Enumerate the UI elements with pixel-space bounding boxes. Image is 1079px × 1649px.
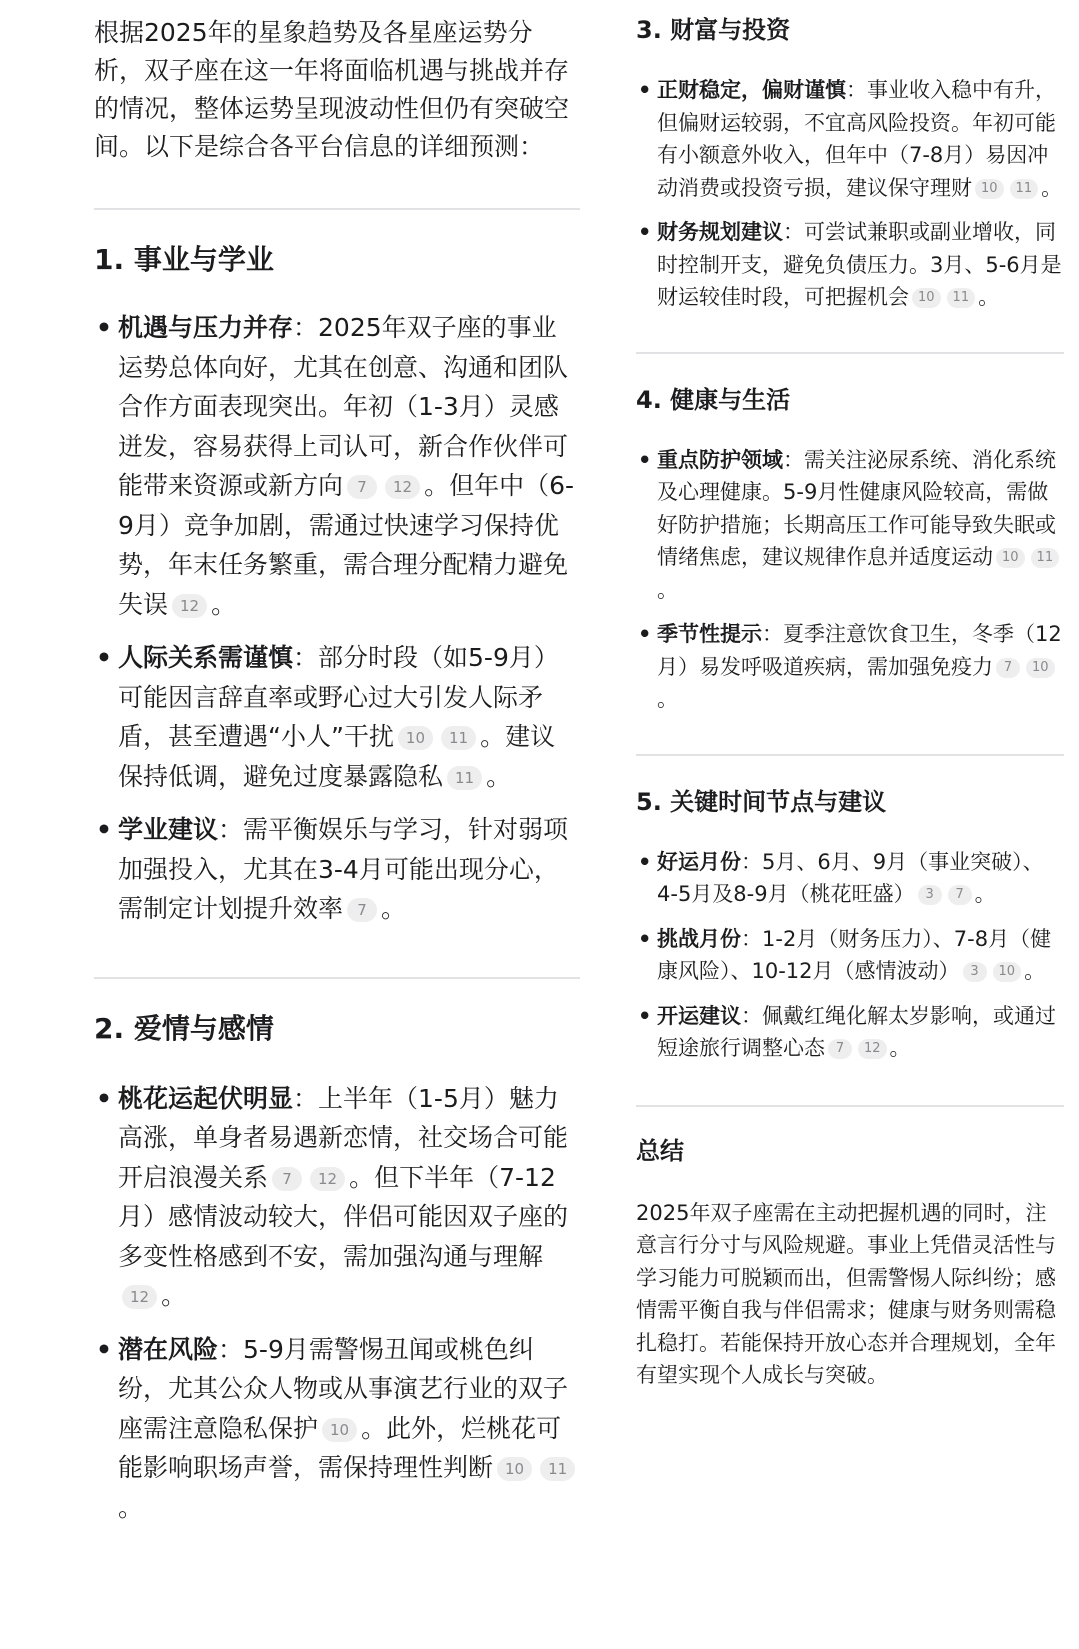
- item-text: 。: [486, 761, 512, 791]
- item-text: 。此外，烂桃花可能影响职场声誉，需保持理性判断: [118, 1413, 562, 1482]
- item-keyword: 财务规划建议: [657, 220, 783, 244]
- citation-badge[interactable]: 7: [347, 475, 377, 499]
- item-text: ：2025年双子座的事业运势总体向好，尤其在创意、沟通和团队合作方面表现突出。年初（1-3月）灵感迸发，容易获得上司认可，新合作伙伴可能带来资源或新方向: [118, 313, 569, 500]
- item-keyword: 桃花运起伏明显: [118, 1083, 294, 1113]
- citation-badge[interactable]: 11: [441, 726, 476, 750]
- item-text: ：佩戴红绳化解太岁影响，或通过短途旅行调整心态: [657, 1003, 1056, 1060]
- citation-badge[interactable]: 11: [1010, 179, 1039, 199]
- wealth-list: [636, 74, 1064, 314]
- item-text: 。: [381, 894, 407, 923]
- summary-paragraph: 2025年双子座需在主动把握机遇的同时，注意言行分寸与风险规避。事业上凭借灵活性与学习能力可脱颖而出，但需警惕人际纠纷；感情需平衡自我与伴侣需求；健康与财务则需稳扎稳打。若能保持开放心态并合理规划，全年有望实现个人成长与突破。: [636, 1200, 1056, 1387]
- item-text: ：上半年（1-5月）魅力高涨，单身者易遇新恋情，社交场合可能开启浪漫关系: [118, 1083, 569, 1192]
- section-title-summary: 总结: [636, 1136, 684, 1165]
- citation-badge[interactable]: 10: [975, 179, 1004, 199]
- citation-badge[interactable]: 10: [993, 962, 1022, 982]
- list-item: [636, 444, 1064, 607]
- citation-badge[interactable]: 12: [172, 594, 207, 618]
- item-text: 。但年中（6-9月）竞争加剧，需通过快速学习保持优势，年末任务繁重，需合理分配精力避免失误: [118, 471, 575, 619]
- citation-badge[interactable]: 7: [828, 1039, 852, 1059]
- item-keyword: 挑战月份: [657, 926, 741, 951]
- divider: [636, 754, 1064, 756]
- list-item: [94, 638, 580, 796]
- left-column: [94, 0, 580, 1541]
- list-item: [636, 923, 1064, 988]
- citation-badge[interactable]: 3: [918, 885, 942, 905]
- divider: [636, 352, 1064, 354]
- citation-badge[interactable]: 10: [497, 1457, 532, 1481]
- divider: [94, 208, 580, 210]
- item-keyword: 开运建议: [657, 1003, 741, 1028]
- section-title-wealth: 3. 财富与投资: [636, 16, 791, 44]
- divider: [94, 977, 580, 979]
- wealth-section: [636, 14, 1064, 314]
- citation-badge[interactable]: 11: [1031, 548, 1060, 568]
- item-keyword: 机遇与压力并存: [118, 313, 294, 342]
- list-item: [636, 1000, 1064, 1065]
- career-list: [94, 308, 580, 929]
- item-text: ：需关注泌尿系统、消化系统及心理健康。5-9月性健康风险较高，需做好防护措施；长期高压工作可能导致失眠或情绪焦虑，建议规律作息并适度运动: [657, 447, 1056, 569]
- citation-badge[interactable]: 10: [398, 726, 433, 750]
- item-text: ：5月、6月、9月（事业突破）、4-5月及8-9月（桃花旺盛）: [657, 849, 1044, 906]
- career-section: [94, 242, 580, 929]
- citation-badge[interactable]: 7: [948, 885, 972, 905]
- timing-list: [636, 846, 1064, 1065]
- list-item: [636, 618, 1064, 716]
- list-item: [94, 308, 580, 624]
- divider: [636, 1105, 1064, 1107]
- list-item: [94, 1079, 580, 1316]
- citation-badge[interactable]: 11: [447, 766, 482, 790]
- citation-badge[interactable]: 7: [347, 898, 377, 922]
- item-text: 。: [974, 882, 996, 906]
- citation-badge[interactable]: 11: [540, 1457, 575, 1481]
- health-list: [636, 444, 1064, 716]
- item-text: 。: [657, 577, 678, 602]
- citation-badge[interactable]: 12: [310, 1167, 345, 1191]
- item-text: 。: [889, 1036, 911, 1060]
- list-item: [94, 810, 580, 929]
- item-text: ：部分时段（如5-9月）可能因言辞直率或野心过大引发人际矛盾，甚至遭遇“小人”干扰: [118, 643, 559, 751]
- citation-badge[interactable]: 12: [385, 475, 420, 499]
- item-text: ：5-9月需警惕丑闻或桃色纠纷，尤其公众人物或从事演艺行业的双子座需注意隐私保护: [118, 1334, 569, 1443]
- section-title-love: 2. 爱情与感情: [94, 1011, 274, 1045]
- item-text: 。: [161, 1281, 187, 1310]
- item-text: ：1-2月（财务压力）、7-8月（健康风险）、10-12月（感情波动）: [657, 926, 1052, 983]
- love-section: [94, 1011, 580, 1528]
- item-keyword: 好运月份: [657, 849, 741, 874]
- love-list: [94, 1079, 580, 1528]
- intro-paragraph: 根据2025年的星象趋势及各星座运势分析，双子座在这一年将面临机遇与挑战并存的情况，整体运势呈现波动性但仍有突破空间。以下是综合各平台信息的详细预测：: [94, 18, 570, 161]
- item-text: 。: [211, 589, 237, 619]
- item-text: 。: [978, 285, 1000, 309]
- item-keyword: 潜在风险: [118, 1334, 219, 1364]
- citation-badge[interactable]: 10: [996, 548, 1025, 568]
- item-text: 。: [657, 687, 678, 711]
- citation-badge[interactable]: 10: [322, 1418, 357, 1442]
- item-text: 。: [118, 1492, 144, 1522]
- item-text: ：可尝试兼职或副业增收，同时控制开支，避免负债压力。3月、5-6月是财运较佳时段，可把握机会: [657, 220, 1062, 309]
- citation-badge[interactable]: 10: [912, 288, 941, 308]
- item-text: 。: [1041, 175, 1063, 200]
- list-item: [636, 846, 1064, 911]
- list-item: [636, 216, 1064, 314]
- item-text: ：事业收入稳中有升，但偏财运较弱，不宜高风险投资。年初可能有小额意外收入，但年中（7-8月）易因冲动消费或投资亏损，建议保守理财: [657, 78, 1056, 200]
- right-column: [636, 0, 1064, 1392]
- section-title-health: 4. 健康与生活: [636, 385, 791, 414]
- list-item: [636, 74, 1064, 204]
- item-keyword: 人际关系需谨慎: [118, 643, 294, 672]
- item-text: ：需平衡娱乐与学习，针对弱项加强投入，尤其在3-4月可能出现分心，需制定计划提升效率: [118, 815, 569, 923]
- item-keyword: 正财稳定，偏财谨慎: [657, 78, 846, 102]
- section-title-timing: 5. 关键时间节点与建议: [636, 787, 887, 816]
- citation-badge[interactable]: 12: [858, 1039, 887, 1059]
- item-keyword: 季节性提示: [657, 622, 762, 646]
- item-keyword: 学业建议: [118, 815, 219, 844]
- item-text: ：夏季注意饮食卫生，冬季（12月）易发呼吸道疾病，需加强免疫力: [657, 622, 1062, 679]
- citation-badge[interactable]: 12: [122, 1285, 157, 1309]
- citation-badge[interactable]: 3: [963, 962, 987, 982]
- citation-badge[interactable]: 11: [947, 288, 976, 308]
- item-text: 。建议保持低调，避免过度暴露隐私: [118, 722, 556, 791]
- summary-section: [636, 1135, 1064, 1392]
- item-keyword: 重点防护领域: [657, 447, 783, 472]
- health-section: [636, 384, 1064, 716]
- list-item: [94, 1330, 580, 1528]
- citation-badge[interactable]: 7: [996, 658, 1020, 678]
- citation-badge[interactable]: 10: [1026, 658, 1055, 678]
- citation-badge[interactable]: 7: [272, 1167, 302, 1191]
- section-title-career: 1. 事业与学业: [94, 243, 274, 276]
- timing-section: [636, 786, 1064, 1065]
- item-text: 。: [1024, 959, 1046, 983]
- item-text: 。但下半年（7-12月）感情波动较大，伴侣可能因双子座的多变性格感到不安，需加强沟通与理解: [118, 1162, 569, 1271]
